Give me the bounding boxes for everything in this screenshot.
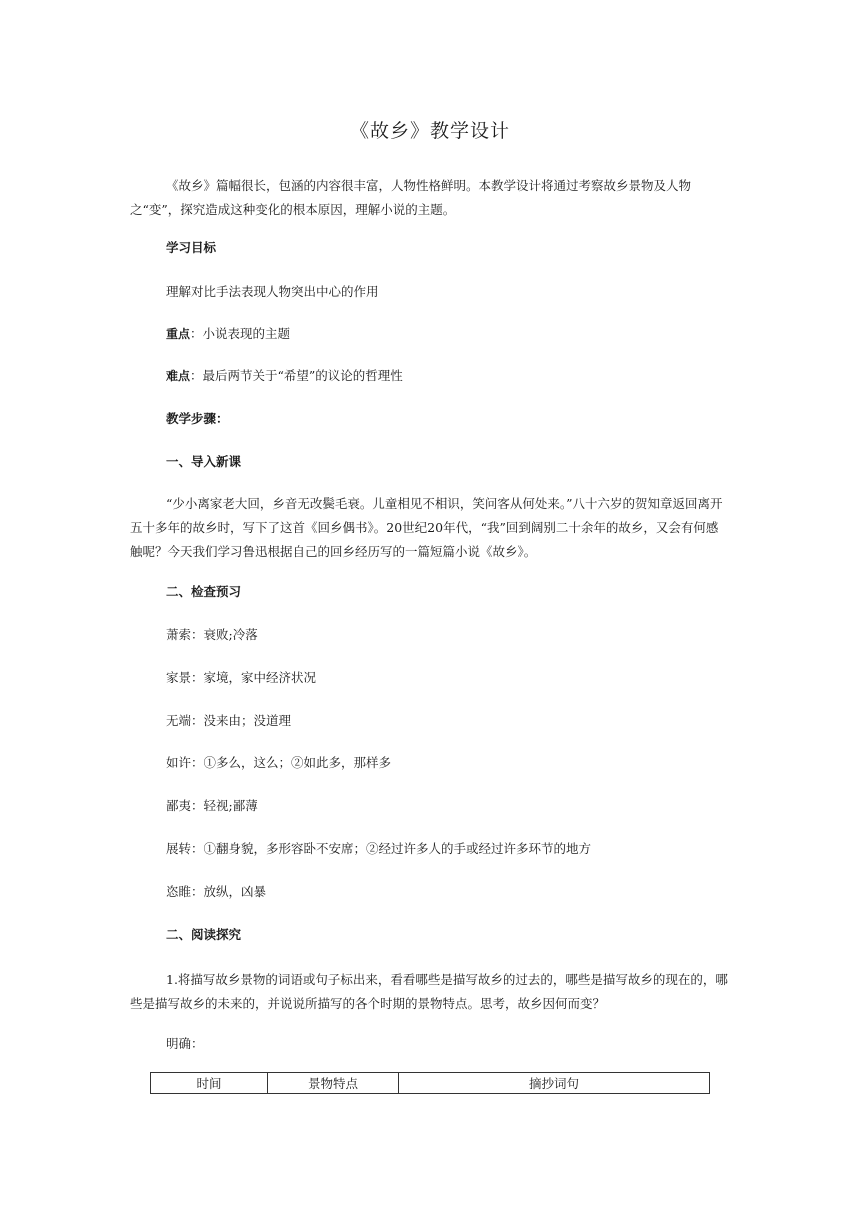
vocab-item: 如许：①多么，这么；②如此多，那样多: [166, 755, 392, 770]
clarify-label: 明确：: [166, 1036, 204, 1051]
vocab-item: 展转：①翻身貌，多形容卧不安席；②经过许多人的手或经过许多环节的地方: [166, 841, 592, 856]
steps-heading: 教学步骤：: [166, 411, 229, 426]
vocab-item: 萧索：衰败;冷落: [166, 627, 258, 642]
question1-paragraph: 1.将描写故乡景物的词语或句子标出来，看看哪些是描写故乡的过去的，哪些是描写故乡的现在的，哪些是描写故乡的未来的，并说说所描写的各个时期的景物特点。思考，故乡因何而变？: [130, 972, 728, 1011]
key-point-label: 重点: [166, 327, 191, 341]
scenery-table: [150, 1072, 710, 1094]
difficulty-text: ：最后两节关于“希望”的议论的哲理性: [190, 368, 403, 383]
document-title: 《故乡》教学设计: [349, 120, 510, 142]
vocab-item: 家景：家境，家中经济状况: [166, 670, 317, 685]
vocab-item: 鄙夷：轻视;鄙薄: [166, 798, 258, 813]
table-header-cell: 摘抄词句: [399, 1073, 710, 1094]
table-header-cell: 时间: [151, 1073, 268, 1094]
section2-heading: 二、检查预习: [166, 584, 242, 599]
goal-text: 理解对比手法表现人物突出中心的作用: [166, 284, 379, 299]
difficulty-label: 难点: [166, 369, 191, 383]
table-header-row: [151, 1073, 710, 1094]
goals-heading: 学习目标: [166, 240, 217, 255]
section1-heading: 一、导入新课: [166, 454, 242, 469]
difficulty-line: [166, 366, 403, 386]
table-header-cell: 景物特点: [268, 1073, 399, 1094]
vocab-item: 无端：没来由；没道理: [166, 713, 292, 728]
vocab-item: 恣睢：放纵，凶暴: [166, 884, 267, 899]
section3-heading: 二、阅读探究: [166, 927, 242, 942]
key-point-text: ：小说表现的主题: [190, 326, 291, 341]
intro-paragraph: 《故乡》篇幅很长，包涵的内容很丰富，人物性格鲜明。本教学设计将通过考察故乡景物及人物之“变”，探究造成这种变化的根本原因，理解小说的主题。: [130, 178, 692, 217]
section1-paragraph: “少小离家老大回，乡音无改鬓毛衰。儿童相见不相识，笑问客从何处来。”八十六岁的贺知章返回离开五十多年的故乡时，写下了这首《回乡偶书》。20世纪20年代，“我”回到阔别二十余年的故乡，又会有何感触呢？今天我们学习鲁迅根据自己的回乡经历写的一篇短篇小说《故乡》。: [130, 496, 723, 559]
key-point-line: [166, 324, 290, 344]
